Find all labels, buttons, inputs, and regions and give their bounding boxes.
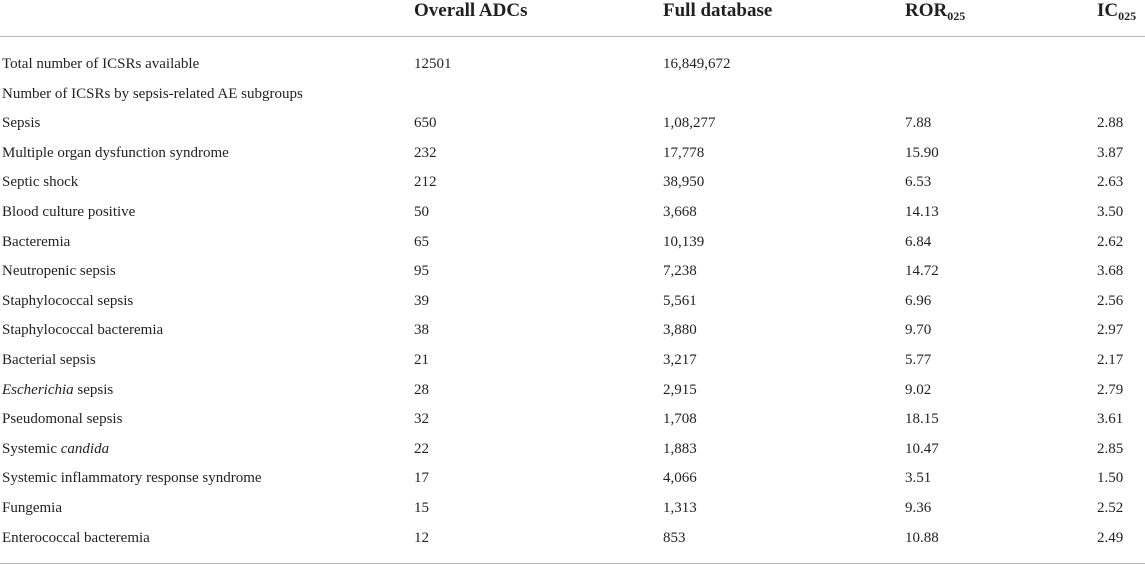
header-ic025 (1097, 0, 1136, 22)
row-ic025: 1.50 (1097, 470, 1124, 487)
row-full-database: 10,139 (663, 233, 705, 250)
table-header-row (0, 0, 1145, 36)
row-label: Blood culture positive (2, 203, 136, 220)
row-ic025: 2.49 (1097, 529, 1124, 546)
row-ror025: 14.72 (905, 263, 939, 280)
row-overall-adcs: 22 (414, 440, 429, 457)
row-overall-adcs: 15 (414, 499, 429, 516)
row-ror025: 7.88 (905, 115, 932, 132)
row-full-database: 1,708 (663, 411, 697, 428)
row-ror025: 9.70 (905, 322, 932, 339)
row-overall-adcs: 65 (414, 233, 429, 250)
row-label: Fungemia (2, 499, 62, 516)
table-row (0, 229, 1145, 259)
table-row (0, 140, 1145, 170)
row-ic025: 2.63 (1097, 174, 1124, 191)
row-overall-adcs: 50 (414, 203, 429, 220)
row-ror025: 10.47 (905, 440, 939, 457)
table-row (0, 436, 1145, 466)
row-label: Staphylococcal sepsis (2, 292, 134, 309)
header-ror-sub: 025 (947, 9, 966, 23)
row-full-database: 2,915 (663, 381, 697, 398)
row-label: Neutropenic sepsis (2, 263, 116, 280)
row-overall-adcs: 650 (414, 115, 437, 132)
row-full-database: 7,238 (663, 263, 697, 280)
row-label-italic: Escherichia (2, 381, 74, 398)
row-ic025: 2.17 (1097, 351, 1124, 368)
row-overall-adcs: 212 (414, 174, 437, 191)
table-row (0, 377, 1145, 407)
row-full-database: 4,066 (663, 470, 697, 487)
row-full-database: 5,561 (663, 292, 697, 309)
row-ic025: 2.85 (1097, 440, 1124, 457)
row-ror025: 6.84 (905, 233, 932, 250)
row-ror025: 6.53 (905, 174, 932, 191)
row-overall-adcs: 38 (414, 322, 429, 339)
row-label: Septic shock (2, 174, 79, 191)
row-label: Enterococcal bacteremia (2, 529, 150, 546)
row-full-database: 3,668 (663, 203, 697, 220)
row-overall-adcs: 232 (414, 144, 437, 161)
row-label: Bacteremia (2, 233, 71, 250)
table-row (0, 288, 1145, 318)
table-row (0, 317, 1145, 347)
row-label-italic: candida (60, 440, 110, 457)
row-full-database: 38,950 (663, 174, 705, 191)
row-ror025: 10.88 (905, 529, 939, 546)
row-full-database: 1,313 (663, 499, 697, 516)
row-label: Staphylococcal bacteremia (2, 322, 164, 339)
row-label: Sepsis (2, 115, 41, 132)
table-row (0, 525, 1145, 555)
table-row (0, 110, 1145, 140)
header-divider (0, 36, 1145, 37)
row-ror025: 5.77 (905, 351, 932, 368)
row-label-rest: sepsis (73, 381, 114, 398)
row-ic025: 2.56 (1097, 292, 1124, 309)
row-label (2, 440, 109, 458)
row-overall-adcs: 12501 (414, 56, 452, 72)
header-ror025 (905, 0, 965, 22)
row-ic025: 3.50 (1097, 203, 1124, 220)
row-full-database: 1,08,277 (663, 115, 716, 132)
header-ror-base: ROR (905, 0, 948, 21)
row-ic025: 3.61 (1097, 411, 1124, 428)
row-overall-adcs: 12 (414, 529, 429, 546)
header-overall-adcs: Overall ADCs (414, 0, 528, 21)
row-ic025: 2.79 (1097, 381, 1124, 398)
header-ic-base: IC (1097, 0, 1119, 21)
row-overall-adcs: 17 (414, 470, 429, 487)
row-overall-adcs: 32 (414, 411, 429, 428)
row-full-database: 3,880 (663, 322, 697, 339)
row-label (2, 381, 113, 399)
row-overall-adcs: 28 (414, 381, 429, 398)
table-row (0, 406, 1145, 436)
row-full-database: 1,883 (663, 440, 697, 457)
table-body (0, 51, 1145, 554)
header-full-database: Full database (663, 0, 773, 21)
row-ror025: 6.96 (905, 292, 932, 309)
row-ror025: 9.36 (905, 499, 932, 516)
row-ror025: 18.15 (905, 411, 939, 428)
row-full-database: 3,217 (663, 351, 697, 368)
row-ror025: 9.02 (905, 381, 932, 398)
row-label: Systemic inflammatory response syndrome (2, 470, 262, 487)
row-overall-adcs: 95 (414, 263, 429, 280)
table-row (0, 199, 1145, 229)
row-ic025: 3.68 (1097, 263, 1124, 280)
row-label: Total number of ICSRs available (2, 56, 200, 72)
row-ror025: 3.51 (905, 470, 932, 487)
row-full-database: 853 (663, 529, 686, 546)
table-row (0, 81, 1145, 111)
row-ic025: 2.52 (1097, 499, 1124, 516)
row-ic025: 2.62 (1097, 233, 1124, 250)
table-row (0, 347, 1145, 377)
row-ic025: 2.88 (1097, 115, 1124, 132)
row-label-plain: Systemic (2, 440, 61, 457)
row-ror025: 15.90 (905, 144, 939, 161)
header-ic-sub: 025 (1118, 9, 1137, 23)
row-label: Pseudomonal sepsis (2, 411, 123, 428)
table-row (0, 51, 1145, 81)
row-full-database: 16,849,672 (663, 56, 731, 72)
table-row (0, 258, 1145, 288)
row-ic025: 3.87 (1097, 144, 1124, 161)
row-label: Bacterial sepsis (2, 351, 96, 368)
row-overall-adcs: 39 (414, 292, 429, 309)
row-ror025: 14.13 (905, 203, 939, 220)
row-ic025: 2.97 (1097, 322, 1124, 339)
row-label: Number of ICSRs by sepsis-related AE subgroups (2, 85, 303, 102)
table-row (0, 495, 1145, 525)
table-row (0, 465, 1145, 495)
row-full-database: 17,778 (663, 144, 705, 161)
row-overall-adcs: 21 (414, 351, 429, 368)
row-label: Multiple organ dysfunction syndrome (2, 144, 229, 161)
table-row (0, 169, 1145, 199)
